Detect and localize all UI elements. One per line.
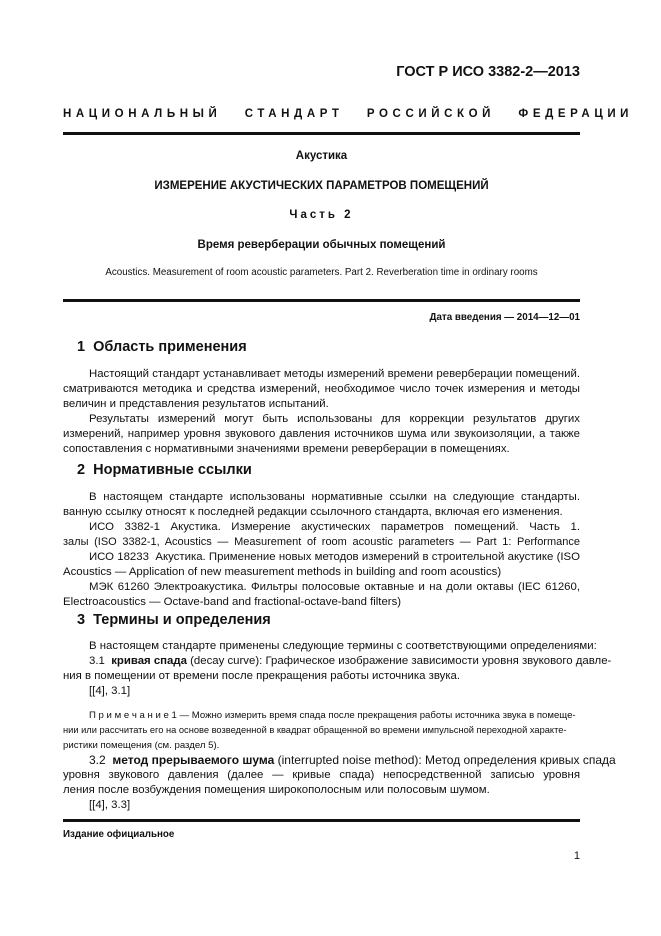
document-id: ГОСТ Р ИСО 3382-2—2013 bbox=[396, 64, 580, 80]
term-number: 3.2 bbox=[89, 753, 106, 767]
s1-line: сматриваются методика и средства измерений, необходимое число точек измерения и методы bbox=[63, 383, 580, 395]
s2-line: залы (ISO 3382-1, Acoustics — Measurement of room acoustic parameters — Part 1: Performance bbox=[63, 536, 580, 548]
term-3-2 bbox=[63, 753, 616, 768]
s3-intro: В настоящем стандарте применены следующие термины с соответствующими определениями: bbox=[89, 640, 597, 652]
s1-line: сопоставления с нормативными значениями времени реверберации в помещениях. bbox=[63, 443, 510, 455]
s2-line: ИСО 18233 Акустика. Применение новых методов измерений в строительной акустике (ISO bbox=[89, 551, 580, 563]
term-3-2-line: ления после возбуждения помещения широкополосным или полосовым шумом. bbox=[63, 784, 490, 796]
s2-line: Acoustics — Application of new measurement methods in building and room acoustics) bbox=[63, 566, 502, 578]
term-3-1-ref: [[4], 3.1] bbox=[89, 685, 131, 697]
note-label: П р и м е ч а н и е 1 bbox=[89, 710, 177, 721]
title-rule bbox=[63, 299, 580, 302]
term-definition: (interrupted noise method): Метод определения кривых спада bbox=[274, 753, 616, 767]
field-title: Акустика bbox=[295, 150, 348, 162]
term-3-2-ref: [[4], 3.3] bbox=[89, 799, 131, 811]
note-line: нии или рассчитать его на основе возведенной в квадрат обращенной во времени импульсной переходной характе- bbox=[63, 725, 567, 735]
term-definition: (decay curve): Графическое изображение зависимости уровня звукового давле- bbox=[186, 655, 612, 667]
term-3-2-line: уровня звукового давления (далее — кривые спада) непосредственной записью уровня bbox=[63, 769, 580, 781]
s2-line: ИСО 3382-1 Акустика. Измерение акустических параметров помещений. Часть 1. bbox=[89, 521, 580, 533]
main-title: ИЗМЕРЕНИЕ АКУСТИЧЕСКИХ ПАРАМЕТРОВ ПОМЕЩЕНИЙ bbox=[154, 180, 489, 192]
footer-rule bbox=[63, 819, 580, 822]
english-title: Acoustics. Measurement of room acoustic parameters. Part 2. Reverberation time in ordinary rooms bbox=[105, 267, 538, 278]
s2-line: Electroacoustics — Octave-band and fractional-octave-band filters) bbox=[63, 596, 402, 608]
s1-line: величин и представления результатов испытаний. bbox=[63, 398, 329, 410]
s1-line: Результаты измерений могут быть использованы для коррекции результатов других bbox=[89, 413, 580, 425]
national-standard-banner: НАЦИОНАЛЬНЫЙ СТАНДАРТ РОССИЙСКОЙ ФЕДЕРАЦИИ bbox=[63, 108, 634, 120]
subtitle: Время реверберации обычных помещений bbox=[197, 239, 446, 251]
introduction-date: Дата введения — 2014—12—01 bbox=[429, 312, 580, 323]
term-name: кривая спада bbox=[111, 655, 187, 667]
edition-label: Издание официальное bbox=[63, 829, 175, 840]
term-name: метод прерываемого шума bbox=[112, 753, 275, 767]
s2-line: ванную ссылку относят к последней редакции ссылочного стандарта, включая его изменения. bbox=[63, 506, 563, 518]
top-rule bbox=[63, 132, 580, 135]
page-number: 1 bbox=[573, 850, 580, 862]
term-3-1-line: ния в помещении от времени после прекращения работы источника звука. bbox=[63, 670, 461, 682]
s2-line: В настоящем стандарте использованы нормативные ссылки на следующие стандарты. bbox=[89, 491, 580, 503]
part-title: Часть 2 bbox=[289, 209, 354, 221]
section-3-heading: 3 Термины и определения bbox=[77, 612, 271, 628]
s2-line: МЭК 61260 Электроакустика. Фильтры полосовые октавные и на доли октавы (IEC 61260, bbox=[89, 581, 580, 593]
section-2-heading: 2 Нормативные ссылки bbox=[77, 462, 252, 478]
section-1-heading: 1 Область применения bbox=[77, 339, 247, 355]
term-3-1 bbox=[63, 654, 612, 669]
term-number: 3.1 bbox=[89, 655, 105, 667]
note-1 bbox=[63, 708, 580, 723]
note-line: ристики помещения (см. раздел 5). bbox=[63, 740, 220, 751]
note-text: — Можно измерить время спада после прекращения работы источника звука в помеще- bbox=[176, 710, 576, 721]
s1-line: измерений, например уровня звукового давления источников шума или звукоизоляции, а также bbox=[63, 428, 580, 440]
s1-line: Настоящий стандарт устанавливает методы измерений времени реверберации помещений. bbox=[89, 368, 580, 380]
